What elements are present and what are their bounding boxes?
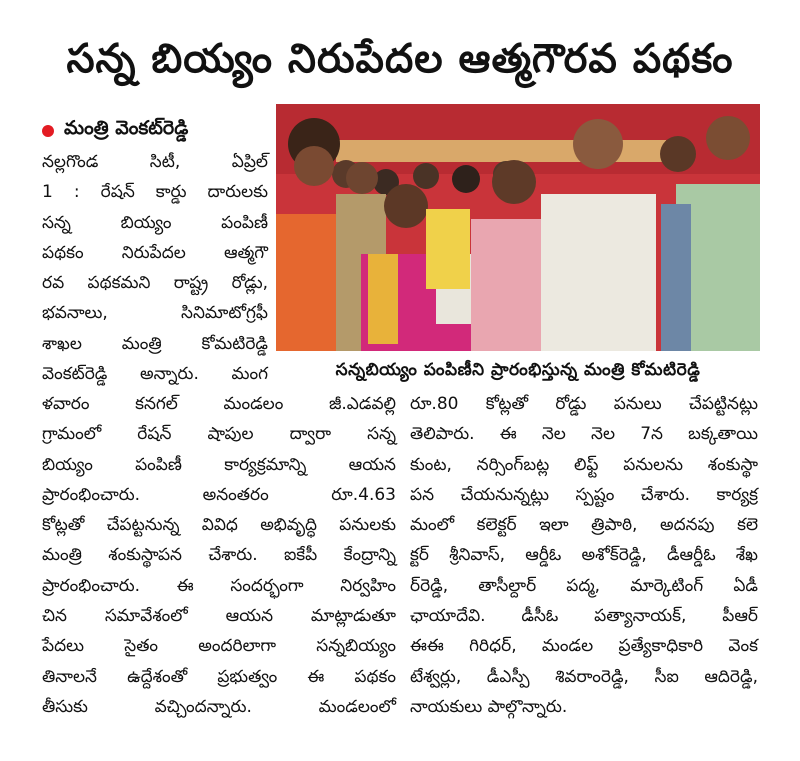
text-line: తీసుకు వచ్చిందన్నారు. మండలంలో [42, 696, 396, 717]
text-line: క్టర్ శ్రీనివాస్, ఆర్డీఓ అశోక్‌రెడ్డి, డీఆర్డీఓ శేఖ [410, 545, 758, 566]
text-line: రవ పథకమని రాష్ట్ర రోడ్లు, [42, 273, 268, 294]
text-line: నాయకులు పాల్గొన్నారు. [410, 696, 568, 717]
text-line: బియ్యం పంపిణీ కార్యక్రమాన్ని ఆయన [42, 454, 396, 475]
text-line: గ్రామంలో రేషన్ షాపుల ద్వారా సన్న [42, 424, 396, 445]
text-line: పథకం నిరుపేదల ఆత్మగౌ [42, 242, 268, 263]
text-line: వెంకట్‌రెడ్డి అన్నారు. మంగ [42, 364, 268, 385]
text-line: ప్రారంభించారు. ఈ సందర్భంగా నిర్వహిం [42, 575, 396, 596]
news-photo [276, 104, 760, 351]
text-line: ఛాయాదేవి. డీసీఓ పత్యానాయక్, పీఆర్ [410, 606, 758, 627]
photo-illustration [276, 104, 760, 351]
text-line: ప్రారంభించారు. అనంతరం రూ.4.63 [42, 484, 396, 505]
text-line: ళవారం కనగల్ మండలం జీ.ఎడవల్లి [42, 394, 396, 414]
text-line: ర్‌రెడ్డి, తాసీల్దార్ పద్మ, మార్కెటింగ్ ఏడీ [410, 575, 758, 596]
text-line: ఈఈ గిరిధర్, మండల ప్రత్యేకాధికారి వెంక [410, 636, 758, 657]
text-line: పన చేయనున్నట్లు స్పష్టం చేశారు. కార్యక్ర [410, 484, 758, 505]
text-line: చిన సమావేశంలో ఆయన మాట్లాడుతూ [42, 606, 396, 627]
article-column-3 [410, 389, 758, 722]
byline [42, 117, 188, 144]
text-line: 1 : రేషన్ కార్డు దారులకు [42, 182, 268, 203]
text-line: తినాలనే ఉద్దేశంతో ప్రభుత్వం ఈ పథకం [42, 666, 396, 687]
bullet-dot-icon [42, 125, 54, 137]
text-line: రూ.80 కోట్లతో రోడ్డు పనులు చేపట్టినట్లు [410, 394, 758, 414]
text-line: శాఖల మంత్రి కోమటిరెడ్డి [42, 333, 268, 354]
headline: సన్న బియ్యం నిరుపేదల ఆత్మగౌరవ పథకం [66, 36, 734, 82]
text-line: నల్లగొండ సిటీ, ఏప్రిల్ [42, 152, 268, 172]
text-line: మంత్రి శంకుస్థాపన చేశారు. ఐకేపీ కేంద్రాన్ని [42, 545, 396, 566]
article-column-1 [42, 147, 268, 389]
article-column-2 [42, 389, 396, 722]
text-line: కోట్లతో చేపట్టనున్న వివిధ అభివృద్ధి పనులకు [42, 515, 396, 536]
text-line: సన్న బియ్యం పంపిణీ [42, 212, 268, 233]
text-line: మంలో కలెక్టర్ ఇలా త్రిపాఠి, అదనపు కలె [410, 515, 758, 536]
photo-caption: సన్నబియ్యం పంపిణీని ప్రారంభిస్తున్న మంత్రి కోమటిరెడ్డి [335, 360, 701, 380]
text-line: టేశ్వర్లు, డీఎస్పీ శివరాంరెడ్డి, సీఐ ఆదిరెడ్డి, [410, 666, 758, 687]
text-line: తెలిపారు. ఈ నెల నెల 7న బక్కతాయి [410, 424, 758, 445]
text-line: పేదలు సైతం అందరిలాగా సన్నబియ్యం [42, 636, 396, 657]
byline-text: మంత్రి వెంకట్‌రెడ్డి [64, 117, 189, 139]
text-line: భవనాలు, సినిమాటోగ్రఫీ [42, 303, 268, 324]
text-line: కుంట, నర్సింగ్‌బట్ల లిఫ్ట్ పనులను శంకుస్థా [410, 454, 758, 475]
